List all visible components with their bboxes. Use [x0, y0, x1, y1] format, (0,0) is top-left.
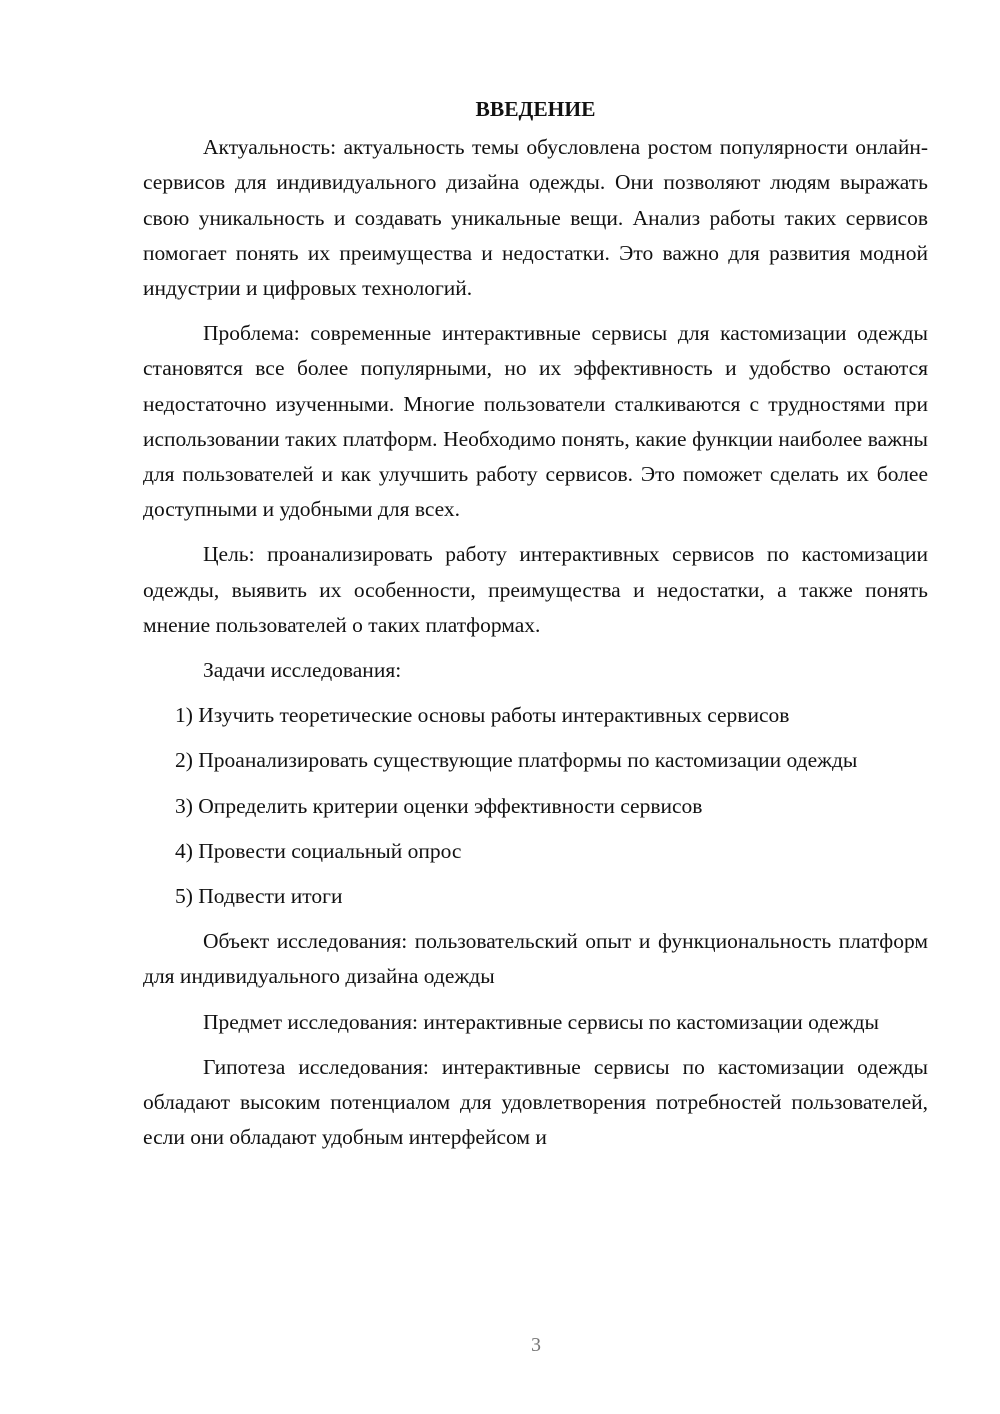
task-item: 1) Изучить теоретические основы работы интерактивных сервисов: [175, 703, 790, 728]
paragraph-hypothesis: Гипотеза исследования: интерактивные сервисы по кастомизации одежды обладают высоким потенциалом для удовлетворения потребностей пользователей, если они обладают удобным интерфейсом и: [143, 1054, 928, 1150]
paragraph-problem: Проблема: современные интерактивные сервисы для кастомизации одежды становятся все более популярными, но их эффективность и удобство остаются недостаточно изученными. Многие пользователи сталкиваются с трудностями при использовании таких платформ. Необходимо понять, какие функции наиболее важны для пользователей и как улучшить работу сервисов. Это поможет сделать их более доступными и удобными для всех.: [143, 321, 928, 522]
paragraph-relevance: Актуальность: актуальность темы обусловлена ростом популярности онлайн-сервисов для индивидуального дизайна одежды. Они позволяют людям выражать свою уникальность и создавать уникальные вещи. Анализ работы таких сервисов помогает понять их преимущества и недостатки. Это важно для развития модной индустрии и цифровых технологий.: [143, 135, 928, 301]
task-item: 3) Определить критерии оценки эффективности сервисов: [175, 793, 703, 818]
section-heading: ВВЕДЕНИЕ: [475, 97, 596, 121]
task-item: 4) Провести социальный опрос: [175, 838, 462, 863]
task-item: 5) Подвести итоги: [175, 884, 343, 909]
tasks-title: Задачи исследования:: [203, 658, 402, 683]
task-item: 2) Проанализировать существующие платформы по кастомизации одежды: [175, 748, 858, 773]
paragraph-goal: Цель: проанализировать работу интерактивных сервисов по кастомизации одежды, выявить их особенности, преимущества и недостатки, а также понять мнение пользователей о таких платформах.: [143, 542, 928, 637]
paragraph-subject: Предмет исследования: интерактивные сервисы по кастомизации одежды: [203, 1009, 879, 1034]
page-content: [143, 92, 928, 1165]
paragraph-object: Объект исследования: пользовательский опыт и функциональность платформ для индивидуального дизайна одежды: [143, 929, 928, 989]
page-number: 3: [531, 1334, 541, 1356]
